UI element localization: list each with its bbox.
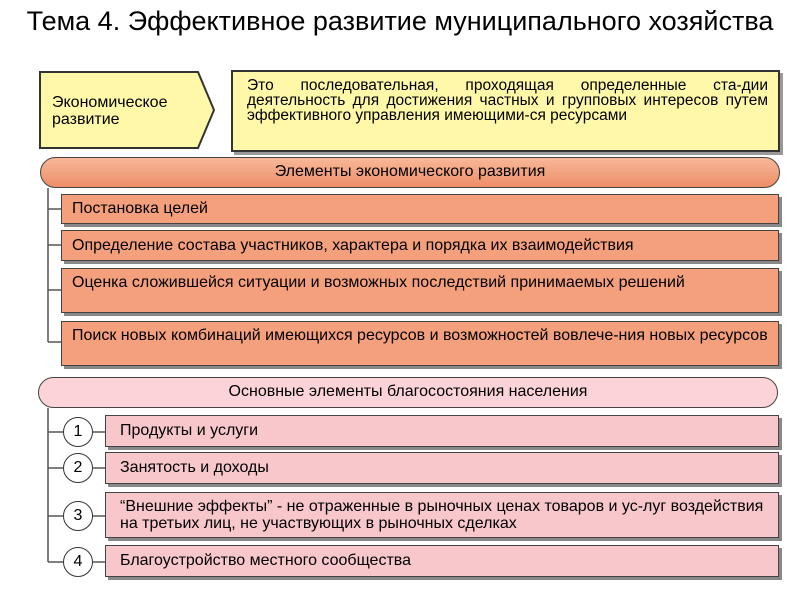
welfare-element-4: Благоустройство местного сообщества [105, 545, 779, 577]
number-badge-2: 2 [63, 453, 93, 483]
welfare-element-1: Продукты и услуги [105, 415, 779, 447]
economic-element-1: Постановка целей [61, 194, 779, 224]
economic-element-2: Определение состава участников, характера и порядка их взаимодействия [61, 230, 779, 261]
welfare-element-2: Занятость и доходы [105, 452, 779, 484]
definition-box: Это последовательная, проходящая определенные ста-дии деятельность для достижения частных и групповых интересов путем эффективного управления имеющими-ся ресурсами [231, 70, 780, 152]
number-badge-4: 4 [63, 547, 93, 577]
welfare-elements-header: Основные элементы благосостояния населения [38, 377, 778, 408]
number-badge-1: 1 [63, 417, 93, 447]
term-arrow-box [38, 70, 216, 150]
number-badge-3: 3 [63, 501, 93, 531]
economic-element-4: Поиск новых комбинаций имеющихся ресурсов и возможностей вовлече-ния новых ресурсов [61, 321, 779, 366]
economic-elements-header: Элементы экономического развития [40, 157, 780, 188]
term-label: Экономическое развитие [52, 94, 168, 128]
welfare-element-3: “Внешние эффекты” - не отраженные в рыночных ценах товаров и ус-луг воздействия на третьих лиц, не участвующих в рыночных сделках [105, 492, 779, 538]
page-title: Тема 4. Эффективное развитие муниципального хозяйства [26, 6, 774, 36]
economic-element-3: Оценка сложившейся ситуации и возможных последствий принимаемых решений [61, 268, 779, 313]
